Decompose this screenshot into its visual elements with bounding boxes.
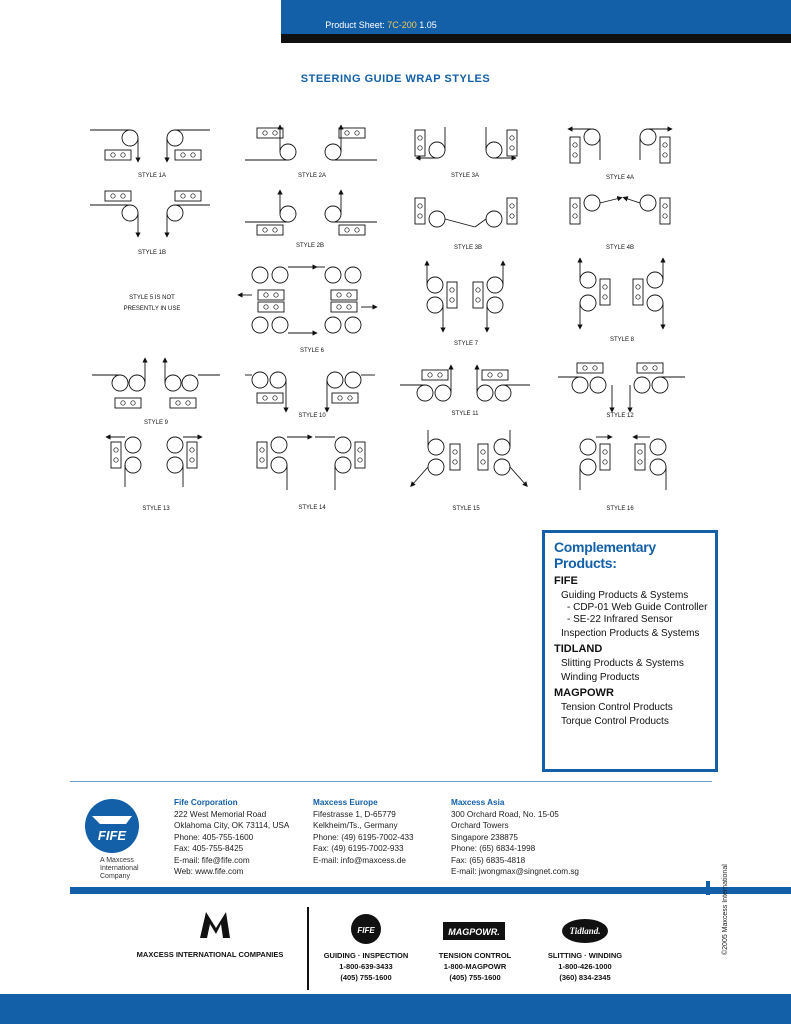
brand-tidland: TIDLAND xyxy=(554,643,603,655)
tidland-item: Winding Products xyxy=(561,672,640,683)
wrap-styles-diagram xyxy=(80,115,710,525)
fife-item: Guiding Products & Systems xyxy=(561,590,689,601)
style-7-diagram xyxy=(427,263,503,330)
style-2b-diagram xyxy=(245,192,377,235)
svg-text:MAGPOWR.: MAGPOWR. xyxy=(448,927,500,937)
label-style-9: STYLE 9 xyxy=(143,420,169,426)
style-12-diagram xyxy=(558,363,685,410)
label-style-10: STYLE 10 xyxy=(298,413,326,419)
magpowr-logo xyxy=(443,920,507,942)
label-style-4a: STYLE 4A xyxy=(605,175,635,181)
style-14-diagram xyxy=(257,437,365,490)
complementary-products-box xyxy=(542,530,718,772)
fife-item: - CDP-01 Web Guide Controller xyxy=(567,602,708,613)
label-style-11: STYLE 11 xyxy=(451,411,479,417)
style-8-diagram xyxy=(580,260,663,327)
magpowr-item: Tension Control Products xyxy=(561,702,673,713)
tidland-item: Slitting Products & Systems xyxy=(561,658,684,669)
svg-text:Tidland.: Tidland. xyxy=(569,926,601,936)
style-4b-diagram xyxy=(570,195,670,224)
label-style-12: STYLE 12 xyxy=(606,413,634,419)
style-3a-diagram xyxy=(415,127,517,158)
style-1a-diagram xyxy=(90,130,210,160)
magpowr-item: Torque Control Products xyxy=(561,716,669,727)
header-rule xyxy=(281,34,791,43)
label-style-14: STYLE 14 xyxy=(298,505,326,511)
label-style-5-line2: PRESENTLY IN USE xyxy=(123,306,181,312)
label-style-2b: STYLE 2B xyxy=(295,243,325,249)
brand-magpowr: MAGPOWR xyxy=(554,687,614,699)
footer-bottom-bar xyxy=(0,994,791,1024)
contact-maxcess-europe: Maxcess Europe Fifestrasse 1, D-65779 Kelkheim/Ts., Germany Phone: (49) 6195-7002-433 Fax: (49) 6195-7002-933 E-mail: info@maxcess.de xyxy=(313,798,414,865)
product-sheet-label: Product Sheet: 7C-200 1.05 xyxy=(325,20,437,30)
svg-text:FIFE: FIFE xyxy=(357,926,375,935)
copyright: ©2005 Maxcess International xyxy=(722,864,729,955)
fife-item: - SE-22 Infrared Sensor xyxy=(567,614,673,625)
label-style-3a: STYLE 3A xyxy=(450,173,480,179)
label-style-13: STYLE 13 xyxy=(142,506,170,512)
contact-fife: Fife Corporation 222 West Memorial Road Oklahoma City, OK 73114, USA Phone: 405-755-1600 Fax: 405-755-8425 E-mail: fife@fife.com Web: www.fife.com xyxy=(174,798,290,876)
complementary-heading: Complementary Products: xyxy=(554,539,656,571)
style-13-diagram xyxy=(108,437,200,487)
label-style-7: STYLE 7 xyxy=(453,341,479,347)
label-style-8: STYLE 8 xyxy=(609,337,635,343)
style-6-diagram xyxy=(240,267,375,333)
unit-tidland: SLITTING · WINDING 1-800-426-1000 (360) 834-2345 xyxy=(547,951,623,982)
style-4a-diagram xyxy=(570,129,670,163)
label-style-16: STYLE 16 xyxy=(606,506,634,512)
label-style-1b: STYLE 1B xyxy=(137,250,167,256)
svg-text:FIFE: FIFE xyxy=(97,828,127,843)
unit-magpowr: TENSION CONTROL 1-800-MAGPOWR (405) 755-1600 xyxy=(438,951,512,982)
label-style-3b: STYLE 3B xyxy=(453,245,483,251)
label-style-2a: STYLE 2A xyxy=(297,173,327,179)
style-1b-diagram xyxy=(90,191,210,235)
label-style-1a: STYLE 1A xyxy=(137,173,167,179)
contact-maxcess-asia: Maxcess Asia 300 Orchard Road, No. 15-05 Orchard Towers Singapore 238875 Phone: (65) 6834-1998 Fax: (65) 6835-4818 E-mail: jwongmax@singnet.com.sg xyxy=(451,798,579,876)
brand-fife: FIFE xyxy=(554,575,578,587)
label-style-15: STYLE 15 xyxy=(452,506,480,512)
maxcess-tag: A Maxcess International Company xyxy=(100,857,139,880)
style-2a-diagram xyxy=(245,127,377,160)
style-3b-diagram xyxy=(415,198,517,227)
unit-fife: GUIDING · INSPECTION 1-800-639-3433 (405) 755-1600 xyxy=(323,951,409,982)
footer-vertical-divider xyxy=(307,907,309,990)
footer-band-mark xyxy=(706,881,710,895)
tidland-logo xyxy=(560,917,610,945)
maxcess-logo xyxy=(196,908,236,942)
footer-divider xyxy=(70,781,712,782)
style-11-diagram xyxy=(400,367,530,401)
label-style-4b: STYLE 4B xyxy=(605,245,635,251)
style-10-diagram xyxy=(245,372,375,410)
fife-item: Inspection Products & Systems xyxy=(561,628,700,639)
label-style-5-line1: STYLE 5 IS NOT xyxy=(129,295,175,301)
style-9-diagram xyxy=(92,360,220,408)
fife-logo xyxy=(82,796,142,854)
fife-small-logo xyxy=(348,912,384,946)
style-15-diagram xyxy=(412,430,526,485)
footer-band xyxy=(70,887,791,894)
page-title: STEERING GUIDE WRAP STYLES xyxy=(300,73,491,85)
style-16-diagram xyxy=(580,437,666,490)
maxcess-companies-label: MAXCESS INTERNATIONAL COMPANIES xyxy=(136,950,284,959)
label-style-6: STYLE 6 xyxy=(299,348,325,354)
